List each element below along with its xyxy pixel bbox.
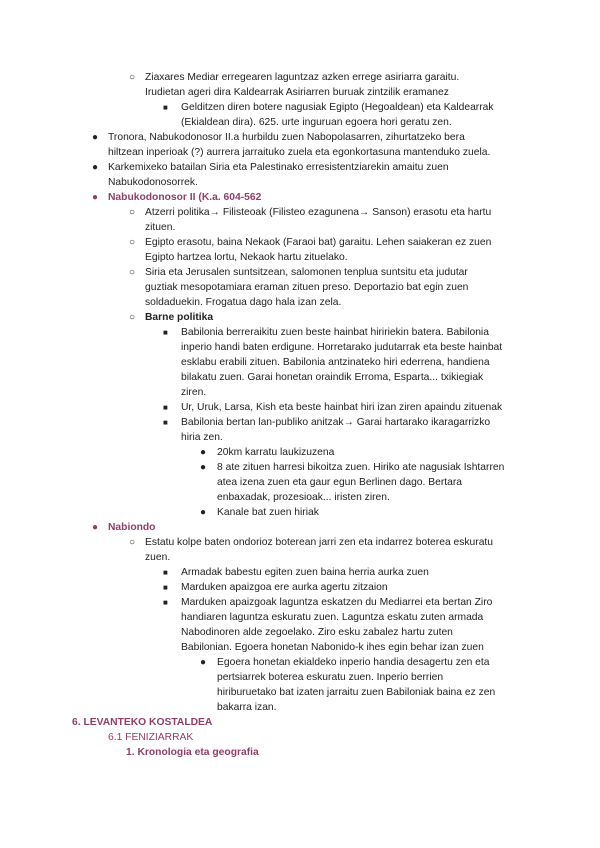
- subheading-barne-politika: Barne politika: [145, 312, 214, 323]
- hollow-circle-bullet-icon: ○: [129, 267, 136, 278]
- hollow-circle-bullet-icon: ○: [129, 312, 136, 323]
- list-item-text: bilakatu zuen. Garai honetan oraindik Erroma, Esparta... txikiegiak: [181, 372, 484, 383]
- hollow-circle-bullet-icon: ○: [129, 72, 136, 83]
- list-item-text: Armadak babestu egiten zuen baina herria aurka zuen: [181, 567, 429, 578]
- list-item-text: bakarra izan.: [217, 702, 277, 713]
- list-item-text: guztiak mesopotamiara eraman zituen preso. Deportazio bat egin zuen: [145, 282, 469, 293]
- list-item-text: Egoera honetan ekialdeko inperio handia desagertu zen eta: [217, 657, 490, 668]
- bullet-icon: ●: [92, 522, 99, 533]
- list-item-text: enbaxadak, prozesioak... iristen ziren.: [217, 492, 390, 503]
- section-heading-levanteko-kostaldea: 6. LEVANTEKO KOSTALDEA: [72, 717, 213, 728]
- list-item-text: Kanale bat zuen hiriak: [217, 507, 319, 518]
- list-item-text: Estatu kolpe baten ondorioz boterean jarri zen eta indarrez boterea eskuratu: [145, 537, 494, 548]
- list-item-text: Atzerri politika→ Filisteoak (Filisteo ezagunena→ Sanson) erasotu eta hartu: [145, 207, 492, 218]
- bullet-icon: ●: [92, 162, 99, 173]
- list-item-text: Ur, Uruk, Larsa, Kish eta beste hainbat hiri izan ziren apaindu zituenak: [181, 402, 503, 413]
- square-bullet-icon: ■: [163, 418, 168, 427]
- list-item-text: Marduken apaizgoa ere aurka agertu zitzaion: [181, 582, 388, 593]
- list-item-text: Babilonian. Egoera honetan Nabonido-k ihes egin behar izan zuen: [181, 642, 484, 653]
- square-bullet-icon: ■: [163, 328, 168, 337]
- list-item-text: atea izena zuen eta gaur egun Berlinen dago. Bertara: [217, 477, 463, 488]
- square-bullet-icon: ■: [163, 103, 168, 112]
- list-item-text: Nabukodonosorrek.: [108, 177, 198, 188]
- section-heading-nabiondo: Nabiondo: [108, 522, 156, 533]
- list-item-text: Karkemixeko batailan Siria eta Palestinako erresistentziarekin amaitu zuen: [108, 162, 449, 173]
- bullet-icon: ●: [92, 192, 99, 203]
- list-item-text: Siria eta Jerusalen suntsitzean, salomonen tenplua suntsitu eta judutar: [145, 267, 468, 278]
- hollow-circle-bullet-icon: ○: [129, 207, 136, 218]
- bullet-icon: ●: [200, 507, 207, 518]
- list-item-text: Tronora, Nabukodonosor II.a hurbildu zuen Nabopolasarren, zihurtatzeko bera: [108, 132, 465, 143]
- bullet-icon: ●: [200, 447, 207, 458]
- list-item-text: hiria zen.: [181, 432, 223, 443]
- list-item-text: ziren.: [181, 387, 207, 398]
- list-item-text: hiriburuetako bat izaten jarraitu zuen Babiloniak baina ez zen: [217, 687, 496, 698]
- section-heading-nabukodonosor: Nabukodonosor II (K.a. 604-562: [108, 192, 262, 203]
- list-item-text: hiltzean inperioak (?) aurrera jarraituko zuela eta egonkortasuna mantenduko zuela.: [108, 147, 491, 158]
- hollow-circle-bullet-icon: ○: [129, 537, 136, 548]
- list-item-text: pertsiarrek boterea eskuratu zuen. Inperio berrien: [217, 672, 444, 683]
- hollow-circle-bullet-icon: ○: [129, 237, 136, 248]
- bullet-icon: ●: [92, 132, 99, 143]
- list-item-text: Babilonia berreraikitu zuen beste hainbat hiririekin batera. Babilonia: [181, 327, 489, 338]
- list-item-text: Irudietan ageri dira Kaldearrak Asiriarren buruak zintzilik eramanez: [145, 87, 449, 98]
- list-item-text: Ziaxares Mediar erregearen laguntzaz azken errege asiriarra garaitu.: [145, 72, 460, 83]
- list-item-text: esklabu erabili zituen. Babilonia antzinateko hiri ederrena, handiena: [181, 357, 490, 368]
- list-item-text: Nabodinoren alde zegoelako. Ziro esku zabalez hartu zuten: [181, 627, 453, 638]
- list-item-text: Egipto hartzea lortu, Nekaok hartu zituelako.: [145, 252, 348, 263]
- list-item-text: Babilonia bertan lan-publiko anitzak→ Garai hartarako ikaragarrizko: [181, 417, 491, 428]
- list-item-text: inperio handi baten erdigune. Horretarako judutarrak eta beste hainbat: [181, 342, 503, 353]
- list-item-text: zuen.: [145, 552, 171, 563]
- bullet-icon: ●: [200, 657, 207, 668]
- list-item-text: Gelditzen diren botere nagusiak Egipto (Hegoaldean) eta Kaldearrak: [181, 102, 494, 113]
- list-item-text: handiaren laguntza eskuratu zuen. Laguntza eskatu zuten armada: [181, 612, 484, 623]
- square-bullet-icon: ■: [163, 583, 168, 592]
- square-bullet-icon: ■: [163, 568, 168, 577]
- list-item-text: 20km karratu laukizuzena: [217, 447, 335, 458]
- subsubsection-heading-kronologia: 1. Kronologia eta geografia: [126, 747, 259, 758]
- list-item-text: Egipto erasotu, baina Nekaok (Faraoi bat) garaitu. Lehen saiakeran ez zuen: [145, 237, 492, 248]
- list-item-text: zituen.: [145, 222, 176, 233]
- square-bullet-icon: ■: [163, 403, 168, 412]
- subsection-heading-feniziarrak: 6.1 FENIZIARRAK: [108, 732, 194, 743]
- list-item-text: (Ekialdean dira). 625. urte inguruan egoera hori geratu zen.: [181, 117, 452, 128]
- list-item-text: 8 ate zituen harresi bikoitza zuen. Hiriko ate nagusiak Ishtarren: [217, 462, 505, 473]
- bullet-icon: ●: [200, 462, 207, 473]
- list-item-text: Marduken apaizgoak laguntza eskatzen du Mediarrei eta bertan Ziro: [181, 597, 493, 608]
- list-item-text: soldaduekin. Frogatua dago hala izan zela.: [145, 297, 342, 308]
- square-bullet-icon: ■: [163, 598, 168, 607]
